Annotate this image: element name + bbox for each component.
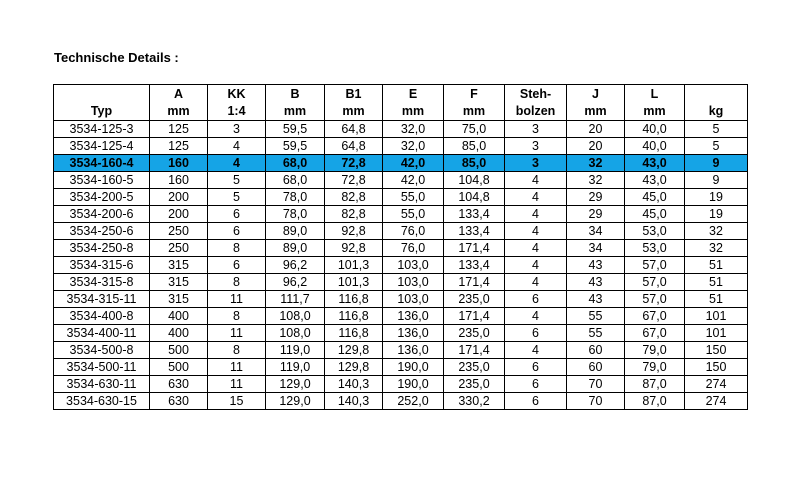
cell-j: 34 [567,223,625,240]
cell-kg: 101 [685,325,748,342]
cell-l: 87,0 [625,393,685,410]
cell-stehbolzen: 6 [505,325,567,342]
table-row [54,172,748,189]
cell-b: 119,0 [266,342,325,359]
header-a-bottom: mm [150,102,208,121]
header-j-bottom: mm [567,102,625,121]
cell-b1: 82,8 [325,206,383,223]
cell-j: 55 [567,308,625,325]
cell-f: 75,0 [444,121,505,138]
cell-a: 500 [150,359,208,376]
table-header [54,85,748,121]
cell-e: 190,0 [383,376,444,393]
cell-l: 40,0 [625,121,685,138]
table-row [54,223,748,240]
cell-e: 32,0 [383,121,444,138]
cell-f: 171,4 [444,342,505,359]
cell-f: 171,4 [444,274,505,291]
table-row [54,342,748,359]
technical-details-table [53,84,748,410]
cell-typ: 3534-125-4 [54,138,150,155]
cell-b: 119,0 [266,359,325,376]
cell-stehbolzen: 3 [505,121,567,138]
cell-typ: 3534-200-6 [54,206,150,223]
header-kg-top [685,85,748,103]
cell-stehbolzen: 4 [505,257,567,274]
cell-j: 60 [567,342,625,359]
cell-kk: 5 [208,189,266,206]
header-e-bottom: mm [383,102,444,121]
header-kk-top: KK [208,85,266,103]
cell-b1: 92,8 [325,240,383,257]
cell-kg: 32 [685,240,748,257]
cell-a: 400 [150,308,208,325]
cell-typ: 3534-125-3 [54,121,150,138]
cell-l: 53,0 [625,240,685,257]
cell-l: 45,0 [625,206,685,223]
header-a-top: A [150,85,208,103]
header-row-top [54,85,748,103]
cell-stehbolzen: 6 [505,359,567,376]
cell-j: 32 [567,172,625,189]
table-row [54,393,748,410]
cell-a: 630 [150,393,208,410]
cell-f: 235,0 [444,291,505,308]
cell-kg: 32 [685,223,748,240]
header-typ-top [54,85,150,103]
cell-b: 129,0 [266,376,325,393]
cell-b: 59,5 [266,138,325,155]
header-row-bottom [54,102,748,121]
cell-f: 104,8 [444,189,505,206]
cell-j: 34 [567,240,625,257]
cell-b1: 140,3 [325,376,383,393]
cell-j: 32 [567,155,625,172]
cell-a: 500 [150,342,208,359]
table-body [54,121,748,410]
cell-l: 57,0 [625,274,685,291]
cell-b: 96,2 [266,274,325,291]
cell-l: 79,0 [625,359,685,376]
cell-f: 104,8 [444,172,505,189]
cell-a: 200 [150,189,208,206]
cell-f: 85,0 [444,155,505,172]
table-row [54,376,748,393]
table-row [54,206,748,223]
cell-b1: 116,8 [325,325,383,342]
cell-j: 29 [567,189,625,206]
cell-f: 235,0 [444,376,505,393]
cell-j: 60 [567,359,625,376]
cell-stehbolzen: 4 [505,342,567,359]
cell-kk: 8 [208,274,266,291]
cell-l: 45,0 [625,189,685,206]
cell-stehbolzen: 4 [505,308,567,325]
cell-e: 42,0 [383,155,444,172]
cell-f: 85,0 [444,138,505,155]
cell-stehbolzen: 6 [505,291,567,308]
cell-kg: 5 [685,121,748,138]
header-l-top: L [625,85,685,103]
cell-b1: 64,8 [325,121,383,138]
table-row-highlighted [54,155,748,172]
cell-kg: 51 [685,257,748,274]
cell-kg: 5 [685,138,748,155]
cell-j: 20 [567,121,625,138]
cell-kg: 9 [685,155,748,172]
cell-e: 103,0 [383,291,444,308]
cell-a: 160 [150,155,208,172]
cell-e: 190,0 [383,359,444,376]
cell-kk: 8 [208,308,266,325]
cell-typ: 3534-250-8 [54,240,150,257]
table-row [54,138,748,155]
cell-typ: 3534-400-8 [54,308,150,325]
cell-kk: 6 [208,223,266,240]
cell-a: 630 [150,376,208,393]
cell-kk: 5 [208,172,266,189]
table-row [54,240,748,257]
cell-typ: 3534-400-11 [54,325,150,342]
cell-j: 20 [567,138,625,155]
cell-typ: 3534-315-6 [54,257,150,274]
cell-stehbolzen: 3 [505,138,567,155]
section-title: Technische Details : [54,50,179,65]
cell-l: 40,0 [625,138,685,155]
header-b-top: B [266,85,325,103]
header-kk-bottom: 1:4 [208,102,266,121]
cell-e: 103,0 [383,274,444,291]
table-row [54,121,748,138]
cell-kk: 8 [208,342,266,359]
cell-e: 252,0 [383,393,444,410]
cell-a: 125 [150,138,208,155]
cell-b: 68,0 [266,155,325,172]
cell-kk: 8 [208,240,266,257]
cell-kk: 11 [208,376,266,393]
cell-e: 55,0 [383,206,444,223]
table-row [54,308,748,325]
cell-stehbolzen: 4 [505,223,567,240]
cell-b: 59,5 [266,121,325,138]
cell-a: 160 [150,172,208,189]
cell-kg: 19 [685,206,748,223]
header-l-bottom: mm [625,102,685,121]
cell-b: 108,0 [266,308,325,325]
cell-b1: 101,3 [325,257,383,274]
cell-kg: 51 [685,274,748,291]
cell-l: 43,0 [625,155,685,172]
cell-typ: 3534-250-6 [54,223,150,240]
cell-b: 129,0 [266,393,325,410]
header-e-top: E [383,85,444,103]
cell-a: 250 [150,223,208,240]
cell-b: 68,0 [266,172,325,189]
cell-kk: 4 [208,155,266,172]
cell-kg: 274 [685,393,748,410]
cell-kg: 101 [685,308,748,325]
cell-typ: 3534-500-11 [54,359,150,376]
cell-e: 42,0 [383,172,444,189]
cell-e: 136,0 [383,325,444,342]
cell-f: 330,2 [444,393,505,410]
cell-e: 136,0 [383,308,444,325]
cell-b: 108,0 [266,325,325,342]
header-stehbolzen-bottom: bolzen [505,102,567,121]
cell-kg: 150 [685,359,748,376]
cell-e: 136,0 [383,342,444,359]
cell-f: 171,4 [444,240,505,257]
cell-b: 111,7 [266,291,325,308]
cell-l: 53,0 [625,223,685,240]
cell-stehbolzen: 4 [505,274,567,291]
cell-kk: 11 [208,291,266,308]
cell-b1: 116,8 [325,291,383,308]
cell-a: 200 [150,206,208,223]
cell-kg: 19 [685,189,748,206]
cell-a: 125 [150,121,208,138]
cell-stehbolzen: 6 [505,376,567,393]
cell-kg: 51 [685,291,748,308]
cell-f: 133,4 [444,223,505,240]
table-row [54,291,748,308]
cell-l: 67,0 [625,308,685,325]
cell-j: 70 [567,393,625,410]
cell-kk: 6 [208,257,266,274]
cell-typ: 3534-630-11 [54,376,150,393]
cell-kk: 6 [208,206,266,223]
cell-b1: 129,8 [325,342,383,359]
header-kg-bottom: kg [685,102,748,121]
cell-f: 171,4 [444,308,505,325]
cell-b1: 72,8 [325,172,383,189]
cell-f: 133,4 [444,257,505,274]
cell-f: 235,0 [444,325,505,342]
cell-typ: 3534-160-5 [54,172,150,189]
cell-b1: 116,8 [325,308,383,325]
cell-stehbolzen: 4 [505,172,567,189]
cell-typ: 3534-315-8 [54,274,150,291]
header-f-top: F [444,85,505,103]
cell-b1: 92,8 [325,223,383,240]
cell-kk: 15 [208,393,266,410]
cell-b1: 72,8 [325,155,383,172]
cell-a: 315 [150,274,208,291]
cell-j: 29 [567,206,625,223]
cell-e: 32,0 [383,138,444,155]
header-b1-top: B1 [325,85,383,103]
cell-f: 235,0 [444,359,505,376]
table-row [54,359,748,376]
table-row [54,257,748,274]
cell-j: 55 [567,325,625,342]
cell-typ: 3534-500-8 [54,342,150,359]
cell-stehbolzen: 3 [505,155,567,172]
cell-stehbolzen: 4 [505,240,567,257]
cell-a: 400 [150,325,208,342]
table-row [54,274,748,291]
cell-kk: 11 [208,359,266,376]
cell-b: 89,0 [266,223,325,240]
cell-j: 43 [567,257,625,274]
table-row [54,189,748,206]
header-f-bottom: mm [444,102,505,121]
cell-stehbolzen: 6 [505,393,567,410]
cell-b1: 129,8 [325,359,383,376]
cell-kg: 150 [685,342,748,359]
cell-a: 250 [150,240,208,257]
cell-e: 103,0 [383,257,444,274]
cell-b: 78,0 [266,189,325,206]
cell-l: 43,0 [625,172,685,189]
cell-b: 89,0 [266,240,325,257]
cell-b1: 64,8 [325,138,383,155]
cell-b: 96,2 [266,257,325,274]
cell-l: 57,0 [625,291,685,308]
cell-typ: 3534-315-11 [54,291,150,308]
cell-j: 43 [567,291,625,308]
cell-stehbolzen: 4 [505,189,567,206]
cell-kk: 4 [208,138,266,155]
cell-j: 70 [567,376,625,393]
cell-kk: 11 [208,325,266,342]
cell-typ: 3534-630-15 [54,393,150,410]
cell-l: 87,0 [625,376,685,393]
cell-b: 78,0 [266,206,325,223]
header-j-top: J [567,85,625,103]
cell-kg: 9 [685,172,748,189]
cell-e: 76,0 [383,240,444,257]
cell-b1: 82,8 [325,189,383,206]
cell-j: 43 [567,274,625,291]
cell-l: 57,0 [625,257,685,274]
cell-e: 55,0 [383,189,444,206]
cell-f: 133,4 [444,206,505,223]
cell-kk: 3 [208,121,266,138]
cell-typ: 3534-160-4 [54,155,150,172]
cell-a: 315 [150,291,208,308]
cell-l: 79,0 [625,342,685,359]
cell-stehbolzen: 4 [505,206,567,223]
header-stehbolzen-top: Steh- [505,85,567,103]
cell-a: 315 [150,257,208,274]
header-b1-bottom: mm [325,102,383,121]
cell-l: 67,0 [625,325,685,342]
cell-b1: 101,3 [325,274,383,291]
table-row [54,325,748,342]
header-b-bottom: mm [266,102,325,121]
cell-kg: 274 [685,376,748,393]
header-typ-bottom: Typ [54,102,150,121]
cell-typ: 3534-200-5 [54,189,150,206]
cell-e: 76,0 [383,223,444,240]
cell-b1: 140,3 [325,393,383,410]
